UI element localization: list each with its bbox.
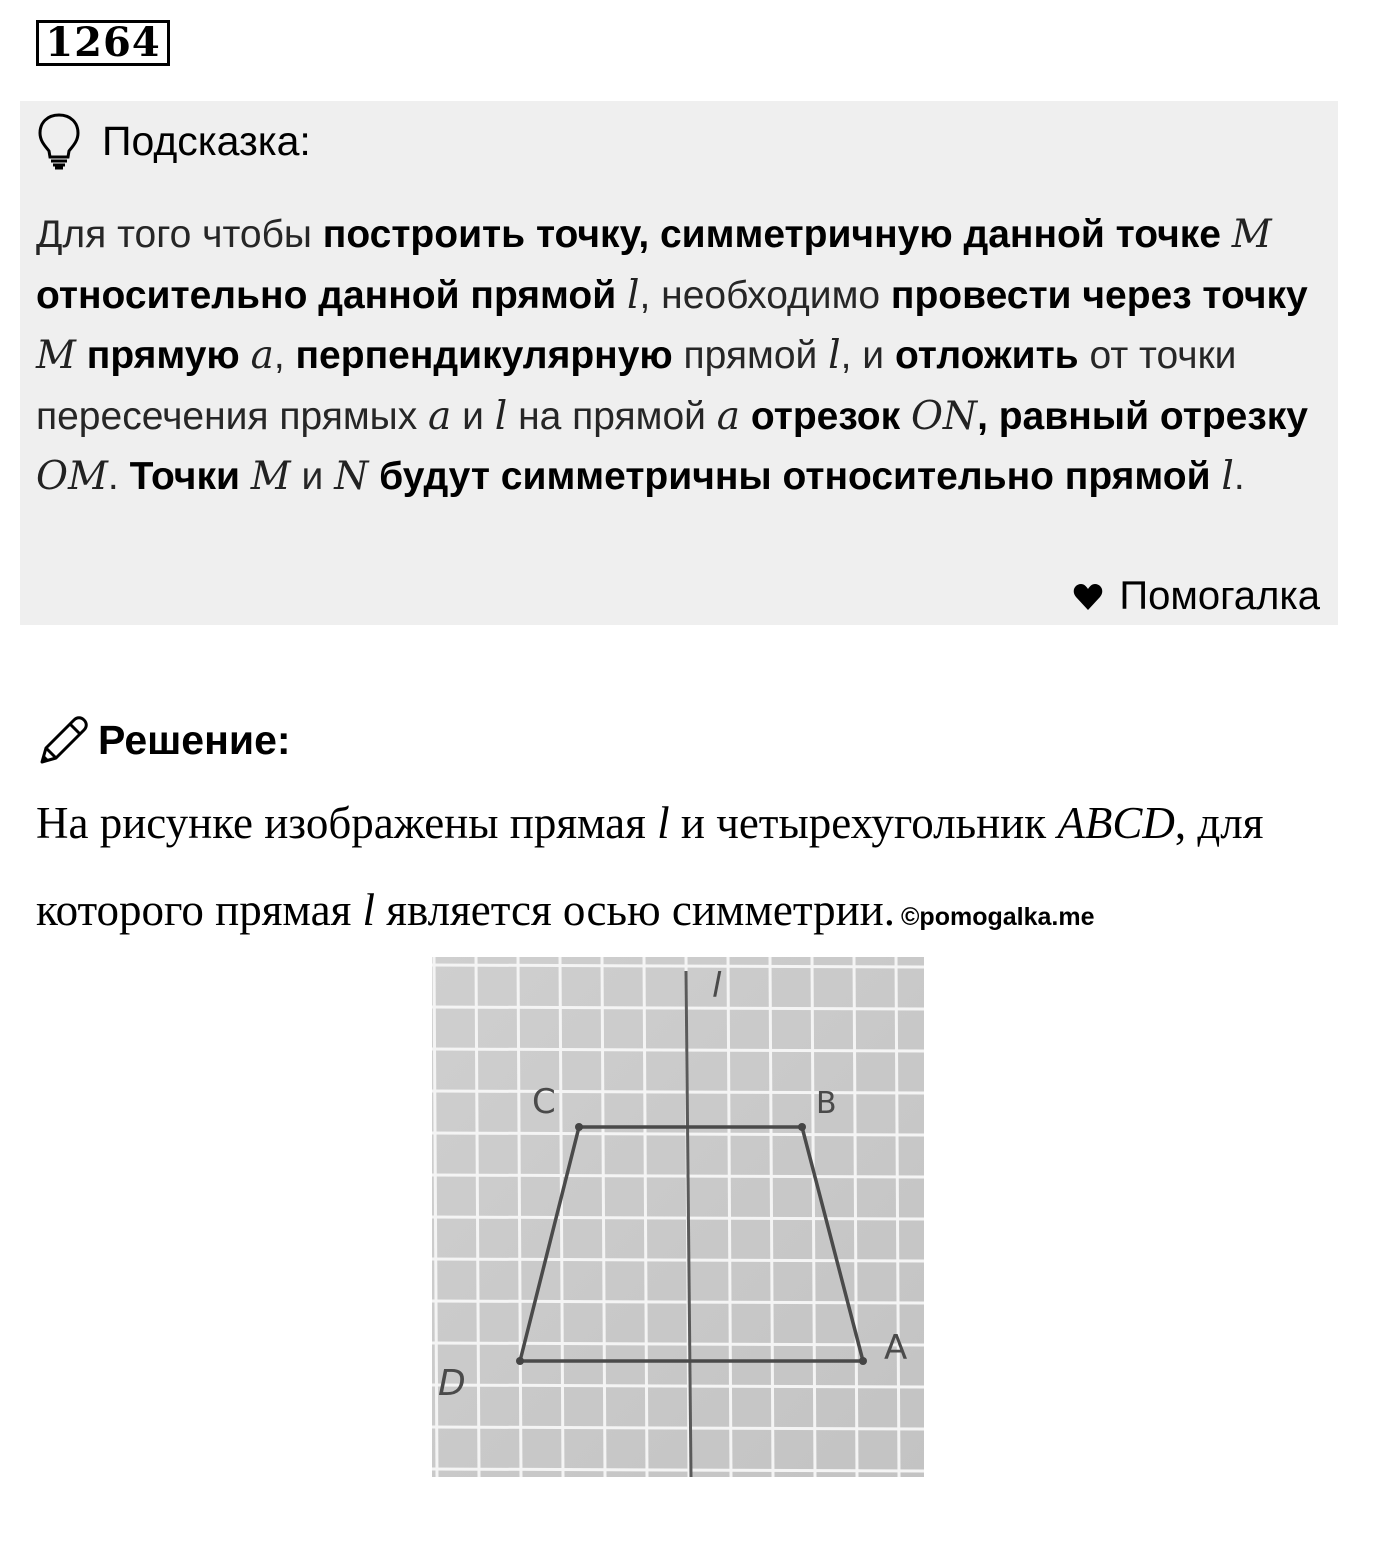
vertex-label-d: D <box>438 1363 466 1404</box>
text-run: . <box>107 455 130 498</box>
lightbulb-icon <box>36 111 82 171</box>
math-symbol: M <box>36 333 76 378</box>
bold-phrase: построить точку, симметричную данной точке <box>322 213 1232 256</box>
text-run: , необходимо <box>639 273 891 317</box>
grid-line-horizontal <box>432 1385 924 1387</box>
math-symbol: l <box>627 272 640 318</box>
text-run: , <box>273 334 296 377</box>
math-symbol: M <box>250 454 291 499</box>
text-run: является осью симметрии. <box>375 885 895 935</box>
task-number: 1264 <box>36 20 170 66</box>
grid-line-horizontal <box>432 1259 924 1261</box>
vertex-d-dot <box>516 1357 524 1365</box>
bold-phrase: относительно данной прямой <box>36 273 628 317</box>
bold-phrase: отложить <box>894 334 1079 377</box>
grid-line-horizontal <box>432 1343 924 1345</box>
math-symbol: a <box>250 333 274 378</box>
text-run: Для того чтобы <box>36 213 323 256</box>
figure-drawing <box>432 957 924 1477</box>
credit <box>1073 574 1320 619</box>
text-run: На рисунке изображены прямая <box>36 798 658 848</box>
math-symbol: a <box>428 393 452 439</box>
hint-header <box>36 111 311 171</box>
math-symbol: l <box>362 885 376 935</box>
vertex-a-dot <box>859 1357 867 1365</box>
grid-line-horizontal <box>432 1091 924 1093</box>
grid-line-horizontal <box>432 1469 924 1471</box>
math-symbol: ABCD <box>1057 798 1175 848</box>
hint-box <box>20 101 1338 625</box>
vertex-b-dot <box>798 1123 806 1131</box>
math-symbol: l <box>1221 454 1234 499</box>
text-run: и <box>451 394 495 438</box>
text-run <box>740 395 751 438</box>
grid-line-horizontal <box>432 1007 924 1009</box>
grid-line-horizontal <box>432 965 924 967</box>
grid-line-horizontal <box>432 1301 924 1303</box>
grid-line-horizontal <box>432 1175 924 1177</box>
bold-phrase: провести через точку <box>890 273 1308 317</box>
solution-text <box>36 780 1366 961</box>
solution-header <box>36 712 291 768</box>
grid-line-horizontal <box>432 1217 924 1219</box>
math-symbol: a <box>716 393 741 439</box>
text-run: от точки пересечения прямых <box>36 334 1237 438</box>
grid-line-horizontal <box>432 1049 924 1051</box>
axis-label: l <box>712 966 722 1006</box>
text-run: . <box>1233 455 1245 498</box>
hint-title: Подсказка: <box>102 117 311 164</box>
hint-text <box>36 205 1326 508</box>
math-symbol: l <box>494 393 508 439</box>
pencil-icon <box>36 712 92 768</box>
math-symbol: M <box>1231 212 1272 257</box>
heart-icon <box>1073 583 1103 611</box>
math-symbol: l <box>828 333 841 378</box>
text-run: прямой <box>672 334 829 377</box>
bold-phrase: будут симметричны относительно прямой <box>368 455 1222 498</box>
text-run: и четырехугольник <box>669 798 1058 848</box>
vertex-c-dot <box>575 1123 583 1131</box>
vertex-label-c: C <box>532 1082 556 1122</box>
math-symbol: l <box>657 798 670 848</box>
solution-title: Решение: <box>98 716 291 763</box>
text-run: , и <box>840 334 895 377</box>
text-run: , для которого прямая <box>36 798 1264 935</box>
grid-line-horizontal <box>432 1427 924 1429</box>
bold-phrase: перпендикулярную <box>295 334 673 377</box>
trapezoid-figure <box>432 957 924 1477</box>
text-run: на прямой <box>507 394 717 438</box>
math-symbol: ON <box>910 393 978 439</box>
vertex-label-a: A <box>884 1328 908 1368</box>
text-run: и <box>290 455 335 498</box>
bold-phrase: прямую <box>75 334 251 377</box>
math-symbol: OM <box>36 454 108 499</box>
bold-phrase: , равный отрезку <box>977 394 1308 438</box>
grid-line-horizontal <box>432 1133 924 1135</box>
math-symbol: N <box>334 454 369 499</box>
watermark: ©pomogalka.me <box>901 903 1095 931</box>
vertex-label-b: B <box>816 1086 837 1121</box>
bold-phrase: отрезок <box>750 394 911 438</box>
credit-label: Помогалка <box>1119 574 1320 618</box>
bold-phrase: Точки <box>129 455 251 498</box>
